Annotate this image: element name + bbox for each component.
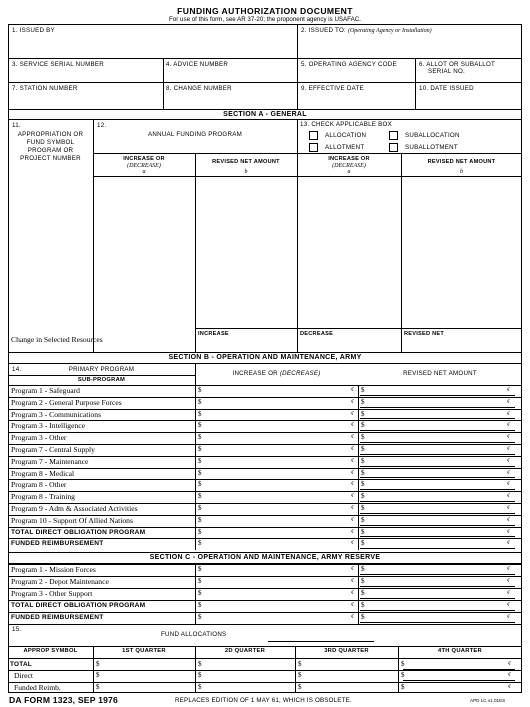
divider <box>358 538 359 550</box>
fund-allocation-row-label: Direct <box>14 671 33 681</box>
approp-label-4: PROJECT NUMBER <box>20 155 81 162</box>
currency-sign: $ <box>198 445 202 453</box>
form-number: DA FORM 1323, SEP 1976 <box>9 695 119 705</box>
section-b-row-label: Program 3 - Intelligence <box>11 421 86 431</box>
quarter-amount-field[interactable] <box>205 683 285 692</box>
currency-sign: $ <box>401 671 405 680</box>
section-c-increase-field[interactable] <box>205 601 350 611</box>
currency-sign: $ <box>361 468 365 477</box>
cents-sign: ¢ <box>507 578 510 584</box>
cents-sign: ¢ <box>507 410 510 417</box>
section-c-increase-field[interactable] <box>205 565 350 575</box>
currency-sign: $ <box>198 601 202 609</box>
divider <box>195 397 196 409</box>
increase-or-label-a13: INCREASE OR <box>328 156 370 162</box>
suballotment-checkbox[interactable] <box>389 143 398 152</box>
divider <box>358 576 359 588</box>
operating-agency-code-label: 5. OPERATING AGENCY CODE <box>301 61 397 68</box>
allot-serial-field[interactable] <box>416 76 522 82</box>
amount-underline <box>403 692 515 693</box>
fund-allocation-row-label: TOTAL <box>10 661 32 668</box>
divider <box>358 527 359 539</box>
currency-sign: $ <box>361 445 365 453</box>
amount-underline <box>360 395 515 396</box>
currency-sign: $ <box>198 515 202 524</box>
currency-sign: $ <box>361 515 365 524</box>
section-b-row-label: Program 7 - Maintenance <box>11 456 89 466</box>
issued-by-label: 1. ISSUED BY <box>12 27 55 34</box>
currency-sign: $ <box>198 456 202 465</box>
approp-label-1: APPROPRIATION OR <box>17 131 84 138</box>
cents-sign: ¢ <box>507 469 510 476</box>
currency-sign: $ <box>96 671 100 680</box>
cents-sign: ¢ <box>351 614 354 620</box>
currency-sign: $ <box>198 527 202 536</box>
increase-or-label-a12: INCREASE OR <box>123 156 165 162</box>
cents-sign: ¢ <box>351 422 354 429</box>
col-a-label-a12: a <box>142 169 146 175</box>
currency-sign: $ <box>198 539 202 548</box>
currency-sign: $ <box>198 589 202 597</box>
currency-sign: $ <box>361 456 365 465</box>
second-quarter-header: 2D QUARTER <box>224 648 266 654</box>
divider <box>358 503 359 515</box>
quarter-amount-field[interactable] <box>408 660 512 669</box>
approp-symbol-header: APPROP SYMBOL <box>23 648 78 654</box>
allotment-label: ALLOTMENT <box>325 144 365 151</box>
divider <box>195 588 196 600</box>
section-c-row-label: Program 2 - Depot Maintenance <box>11 577 109 586</box>
currency-sign: $ <box>361 397 365 406</box>
amount-underline <box>360 418 515 419</box>
section-b-increase-field[interactable] <box>205 410 350 420</box>
divider <box>358 397 359 409</box>
amount-underline <box>360 548 515 549</box>
currency-sign: $ <box>401 660 405 668</box>
divider <box>8 552 522 553</box>
currency-sign: $ <box>361 613 365 621</box>
currency-sign: $ <box>361 589 365 597</box>
currency-sign: $ <box>361 601 365 609</box>
cents-sign: ¢ <box>351 602 354 608</box>
amount-underline <box>360 574 515 575</box>
section-b-row-label: Program 8 - Other <box>11 480 67 490</box>
decrease-label: DECREASE <box>300 331 334 337</box>
cents-sign: ¢ <box>351 398 354 405</box>
divider <box>195 600 196 612</box>
approp-label-2: FUND SYMBOL <box>26 139 75 146</box>
cents-sign: ¢ <box>507 422 510 429</box>
divider <box>195 363 196 385</box>
cents-sign: ¢ <box>507 398 510 405</box>
section-b-increase-field[interactable] <box>205 528 350 538</box>
cents-sign: ¢ <box>508 661 511 667</box>
cents-sign: ¢ <box>507 434 510 441</box>
section-c-increase-field[interactable] <box>205 613 350 623</box>
revised-net-amount-label-a13: REVISED NET AMOUNT <box>427 159 496 165</box>
divider <box>195 444 196 456</box>
quarter-amount-field[interactable] <box>408 671 512 680</box>
currency-sign: $ <box>198 492 202 501</box>
amount-underline <box>360 586 515 587</box>
operating-agency-code-field[interactable] <box>298 70 415 82</box>
divider <box>195 479 196 491</box>
divider <box>358 479 359 491</box>
cents-sign: ¢ <box>351 446 354 452</box>
divider <box>358 468 359 480</box>
quarter-amount-field[interactable] <box>305 660 388 669</box>
item-15-number: 15. <box>12 626 22 633</box>
fund-allocation-row-label: Funded Reimb. <box>14 682 61 692</box>
currency-sign: $ <box>198 671 202 680</box>
fund-allocations-label: FUND ALLOCATIONS <box>161 631 227 638</box>
divider <box>358 420 359 432</box>
cents-sign: ¢ <box>351 528 354 535</box>
quarter-amount-field[interactable] <box>305 683 388 692</box>
section-c-increase-field[interactable] <box>205 589 350 599</box>
currency-sign: $ <box>198 565 202 573</box>
divider <box>358 444 359 456</box>
cents-sign: ¢ <box>351 469 354 476</box>
a13-revised-field[interactable] <box>402 177 522 328</box>
service-serial-number-field[interactable] <box>8 70 163 82</box>
divider <box>93 153 522 154</box>
divider <box>8 58 522 59</box>
divider <box>8 646 522 647</box>
section-b-increase-field[interactable] <box>205 445 350 455</box>
decrease-label-a12: (DECREASE) <box>127 163 161 169</box>
divider <box>195 612 196 624</box>
effective-date-field[interactable] <box>298 94 415 109</box>
currency-sign: $ <box>198 613 202 621</box>
decrease-label-a13: (DECREASE) <box>332 163 366 169</box>
section-b-row-label: Program 10 - Support Of Allied Nations <box>11 515 133 525</box>
form-title: FUNDING AUTHORIZATION DOCUMENT <box>177 6 353 16</box>
allot-serial-label: 6. ALLOT OR SUBALLOT <box>419 61 496 68</box>
section-b-title: SECTION B - OPERATION AND MAINTENANCE, ARMY <box>168 354 362 361</box>
cents-sign: ¢ <box>507 602 510 608</box>
divider <box>8 624 522 625</box>
third-quarter-header: 3RD QUARTER <box>324 648 369 654</box>
approp-label-3: PROGRAM OR <box>27 147 74 154</box>
divider <box>195 432 196 444</box>
divider <box>195 527 196 539</box>
allocation-checkbox[interactable] <box>309 131 318 140</box>
section-c-increase-field[interactable] <box>205 577 350 587</box>
currency-sign: $ <box>361 409 365 418</box>
section-b-row-label: Program 7 - Central Supply <box>11 445 95 454</box>
cents-sign: ¢ <box>507 614 510 620</box>
section-b-increase-field[interactable] <box>205 492 350 502</box>
section-a-title: SECTION A - GENERAL <box>223 111 307 118</box>
divider <box>358 491 359 503</box>
a12-revised-field[interactable] <box>196 177 297 328</box>
divider <box>358 564 359 576</box>
col-a-label-a13: a <box>347 169 351 175</box>
issued-to-field[interactable] <box>298 38 522 58</box>
change-in-selected-resources-label: Change in Selected Resources <box>11 335 103 344</box>
section-b-row-label: Program 8 - Training <box>11 492 75 502</box>
divider <box>195 503 196 515</box>
cents-sign: ¢ <box>351 387 354 393</box>
date-issued-label: 10. DATE ISSUED <box>419 85 474 92</box>
amount-underline <box>360 477 515 478</box>
currency-sign: $ <box>96 660 100 668</box>
change-number-label: 8. CHANGE NUMBER <box>166 85 232 92</box>
item-14-number: 14. <box>12 366 22 373</box>
divider <box>195 576 196 588</box>
cents-sign: ¢ <box>351 434 354 441</box>
primary-program-label: PRIMARY PROGRAM <box>68 366 135 373</box>
section-c-row-label: Program 1 - Mission Forces <box>11 565 96 574</box>
cents-sign: ¢ <box>507 457 510 464</box>
amount-underline <box>360 489 515 490</box>
station-number-label: 7. STATION NUMBER <box>12 85 78 92</box>
divider <box>358 385 359 397</box>
currency-sign: $ <box>298 660 302 668</box>
divider <box>195 420 196 432</box>
currency-sign: $ <box>361 386 365 394</box>
amount-underline <box>360 442 515 443</box>
divider <box>195 491 196 503</box>
suballocation-label: SUBALLOCATION <box>405 132 460 139</box>
cents-sign: ¢ <box>351 505 354 511</box>
cents-sign: ¢ <box>351 566 354 572</box>
divider <box>8 352 522 353</box>
cents-sign: ¢ <box>351 493 354 500</box>
quarter-amount-field[interactable] <box>205 671 285 680</box>
divider <box>8 658 522 659</box>
currency-sign: $ <box>198 397 202 406</box>
section-b-increase-field[interactable] <box>205 504 350 514</box>
a13-increase-field[interactable] <box>298 177 401 328</box>
section-b-increase-field[interactable] <box>205 539 350 549</box>
section-b-row-label: TOTAL DIRECT OBLIGATION PROGRAM <box>11 528 146 536</box>
currency-sign: $ <box>361 527 365 536</box>
approp-symbol-field[interactable] <box>8 177 93 328</box>
currency-sign: $ <box>198 468 202 477</box>
annual-funding-program-label: ANNUAL FUNDING PROGRAM <box>148 131 242 138</box>
revised-net-label: REVISED NET <box>404 331 445 337</box>
currency-sign: $ <box>361 577 365 585</box>
currency-sign: $ <box>96 682 100 691</box>
quarter-amount-field[interactable] <box>103 671 185 680</box>
cents-sign: ¢ <box>507 590 510 596</box>
divider <box>195 538 196 550</box>
amount-underline <box>360 454 515 455</box>
issued-to-label: 2. ISSUED TO: (Operating Agency or Installation) <box>301 27 432 34</box>
section-b-increase-field[interactable] <box>205 516 350 526</box>
form-code: APD LC v1.01ES <box>470 698 506 703</box>
currency-sign: $ <box>198 480 202 489</box>
advice-number-field[interactable] <box>164 70 297 82</box>
cents-sign: ¢ <box>351 590 354 596</box>
currency-sign: $ <box>198 660 202 668</box>
cents-sign: ¢ <box>507 528 510 535</box>
section-b-row-label: Program 2 - General Purpose Forces <box>11 397 122 407</box>
divider <box>358 515 359 527</box>
change-number-field[interactable] <box>164 94 297 109</box>
cents-sign: ¢ <box>507 446 510 452</box>
currency-sign: $ <box>361 539 365 548</box>
cents-sign: ¢ <box>351 410 354 417</box>
allocation-label: ALLOCATION <box>325 132 367 139</box>
effective-date-label: 9. EFFECTIVE DATE <box>301 85 364 92</box>
check-applicable-box-label: 13. CHECK APPLICABLE BOX <box>300 121 392 128</box>
divider <box>8 563 522 564</box>
currency-sign: $ <box>298 682 302 691</box>
section-c-row-label: TOTAL DIRECT OBLIGATION PROGRAM <box>11 602 146 609</box>
quarter-amount-field[interactable] <box>205 660 285 669</box>
amount-underline <box>360 610 515 611</box>
currency-sign: $ <box>198 386 202 394</box>
fund-allocations-field[interactable] <box>268 630 374 641</box>
amount-underline <box>360 466 515 467</box>
issued-to-note: (Operating Agency or Installation) <box>347 28 432 34</box>
amount-underline <box>360 622 515 623</box>
quarter-amount-field[interactable] <box>408 683 512 692</box>
revised-net-amount-label-b: REVISED NET AMOUNT <box>403 370 477 377</box>
section-c-row-label: FUNDED REIMBURSEMENT <box>11 614 104 621</box>
quarter-amount-field[interactable] <box>103 683 185 692</box>
amount-underline <box>360 536 515 537</box>
revised-net-amount-label-a12: REVISED NET AMOUNT <box>212 159 280 165</box>
cents-sign: ¢ <box>507 540 510 547</box>
amount-underline <box>360 513 515 514</box>
station-number-field[interactable] <box>8 94 163 109</box>
first-quarter-header: 1ST QUARTER <box>122 648 166 654</box>
issued-by-field[interactable] <box>8 38 297 58</box>
currency-sign: $ <box>361 492 365 501</box>
cents-sign: ¢ <box>508 683 511 690</box>
divider <box>358 409 359 421</box>
amount-underline <box>360 407 515 408</box>
cents-sign: ¢ <box>507 387 510 393</box>
divider <box>195 385 196 397</box>
section-b-increase-field[interactable] <box>205 480 350 490</box>
section-b-increase-field[interactable] <box>205 457 350 467</box>
suballotment-label: SUBALLOTMENT <box>405 144 458 151</box>
section-b-increase-field[interactable] <box>205 386 350 396</box>
cents-sign: ¢ <box>351 578 354 584</box>
advice-number-label: 4. ADVICE NUMBER <box>166 61 229 68</box>
suballocation-checkbox[interactable] <box>389 131 398 140</box>
date-issued-field[interactable] <box>416 94 522 109</box>
amount-underline <box>360 430 515 431</box>
cents-sign: ¢ <box>351 481 354 488</box>
cents-sign: ¢ <box>507 505 510 511</box>
divider <box>358 600 359 612</box>
replaces-edition-note: REPLACES EDITION OF 1 MAY 61, WHICH IS OBSOLETE. <box>175 697 352 704</box>
currency-sign: $ <box>361 421 365 430</box>
divider <box>358 612 359 624</box>
item-12-number: 12. <box>97 122 107 129</box>
section-b-row-label: FUNDED REIMBURSEMENT <box>11 540 104 548</box>
currency-sign: $ <box>198 682 202 691</box>
section-b-increase-field[interactable] <box>205 469 350 479</box>
section-b-row-label: Program 3 - Communications <box>11 409 102 419</box>
cents-sign: ¢ <box>507 566 510 572</box>
cents-sign: ¢ <box>508 672 511 679</box>
section-b-row-label: Program 1 - Safeguard <box>11 386 80 395</box>
divider <box>195 515 196 527</box>
currency-sign: $ <box>298 671 302 680</box>
divider <box>8 82 522 83</box>
divider <box>195 468 196 480</box>
divider <box>358 456 359 468</box>
quarter-amount-field[interactable] <box>305 671 388 680</box>
currency-sign: $ <box>361 504 365 512</box>
divider <box>358 432 359 444</box>
divider <box>8 119 522 120</box>
section-c-title: SECTION C - OPERATION AND MAINTENANCE, ARMY RESERVE <box>149 554 381 561</box>
section-c-row-label: Program 3 - Other Support <box>11 589 93 598</box>
sub-program-label: SUB-PROGRAM <box>77 377 126 383</box>
currency-sign: $ <box>198 577 202 585</box>
section-b-row-label: Program 8 - Medical <box>11 468 75 478</box>
divider <box>8 375 195 376</box>
item-11-number: 11. <box>12 122 21 129</box>
section-b-row-label: Program 9 - Adm & Associated Activities <box>11 504 138 513</box>
col-b-label-a13: b <box>460 169 463 175</box>
increase-decrease-label-b: INCREASE OR (DECREASE) <box>232 370 321 377</box>
currency-sign: $ <box>198 504 202 512</box>
divider <box>195 456 196 468</box>
cents-sign: ¢ <box>507 481 510 488</box>
fund-allocations-line <box>268 641 374 642</box>
divider <box>195 564 196 576</box>
cents-sign: ¢ <box>507 493 510 500</box>
fourth-quarter-header: 4TH QUARTER <box>438 648 482 654</box>
quarter-amount-field[interactable] <box>103 660 185 669</box>
currency-sign: $ <box>198 433 202 442</box>
section-b-increase-field[interactable] <box>205 421 350 431</box>
cents-sign: ¢ <box>351 516 354 523</box>
cents-sign: ¢ <box>507 516 510 523</box>
cents-sign: ¢ <box>351 540 354 547</box>
section-b-increase-field[interactable] <box>205 433 350 443</box>
amount-underline <box>360 598 515 599</box>
form-subtitle: For use of this form, see AR 37-20; the proponent agency is USAFAC. <box>169 16 361 23</box>
allotment-checkbox[interactable] <box>309 143 318 152</box>
divider <box>8 363 522 364</box>
service-serial-number-label: 3. SERVICE SERIAL NUMBER <box>12 61 104 68</box>
amount-underline <box>360 525 515 526</box>
divider <box>195 409 196 421</box>
increase-label: INCREASE <box>198 331 229 337</box>
currency-sign: $ <box>198 421 202 430</box>
currency-sign: $ <box>361 480 365 489</box>
section-b-increase-field[interactable] <box>205 398 350 408</box>
divider <box>358 588 359 600</box>
divider <box>8 109 522 110</box>
divider <box>195 328 522 329</box>
section-b-row-label: Program 3 - Other <box>11 433 67 443</box>
col-b-label-a12: b <box>244 169 248 175</box>
currency-sign: $ <box>198 409 202 418</box>
currency-sign: $ <box>361 565 365 573</box>
amount-underline <box>360 501 515 502</box>
a12-increase-field[interactable] <box>94 177 195 328</box>
currency-sign: $ <box>361 433 365 442</box>
currency-sign: $ <box>401 682 405 691</box>
allot-serial-label-2: SERIAL NO. <box>428 68 465 75</box>
cents-sign: ¢ <box>351 457 354 464</box>
